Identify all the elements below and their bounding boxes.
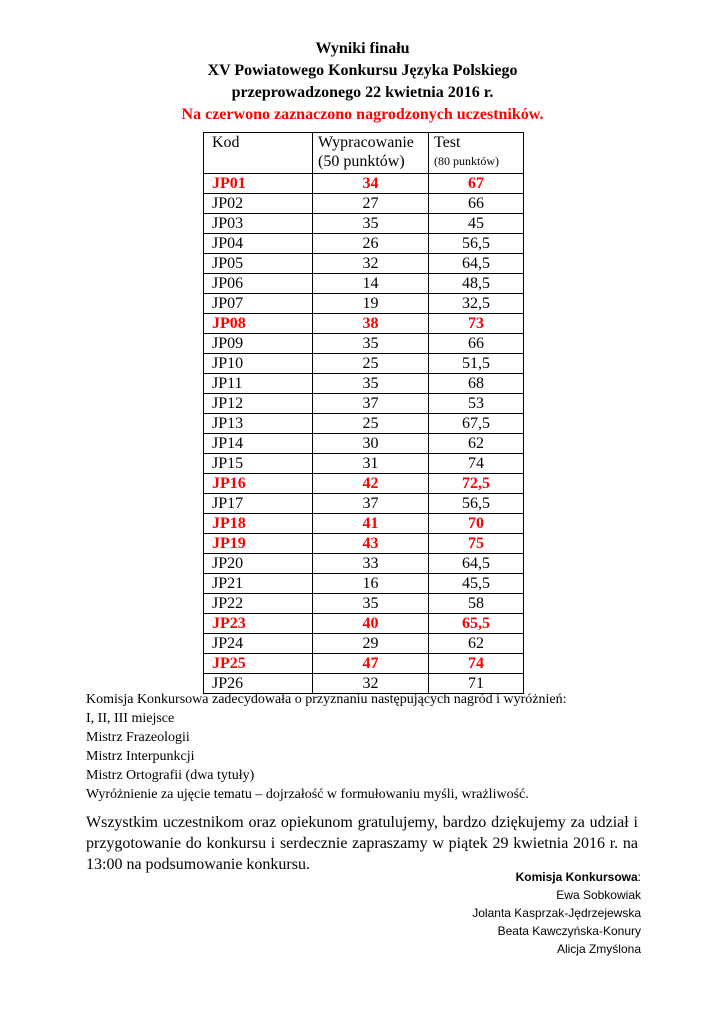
cell-essay: 38 [313, 314, 429, 334]
cell-essay: 34 [313, 174, 429, 194]
table-row [204, 594, 524, 614]
notes-line: Komisja Konkursowa zadecydowała o przyznaniu następujących nagród i wyróżnień: [86, 692, 567, 707]
table-row [204, 374, 524, 394]
cell-essay: 42 [313, 474, 429, 494]
cell-test: 58 [429, 594, 524, 614]
cell-code: JP02 [204, 194, 313, 214]
cell-test: 64,5 [429, 254, 524, 274]
table-row [204, 174, 524, 194]
cell-essay: 29 [313, 634, 429, 654]
cell-test: 65,5 [429, 614, 524, 634]
cell-essay: 32 [313, 674, 429, 694]
cell-code: JP01 [204, 174, 313, 194]
cell-essay: 35 [313, 214, 429, 234]
table-row [204, 454, 524, 474]
cell-test: 56,5 [429, 494, 524, 514]
cell-essay: 33 [313, 554, 429, 574]
cell-code: JP20 [204, 554, 313, 574]
table-row [204, 394, 524, 414]
cell-test: 45,5 [429, 574, 524, 594]
header-legend: Na czerwono zaznaczono nagrodzonych uczestników. [181, 106, 544, 123]
table-body [204, 174, 524, 694]
cell-test: 74 [429, 654, 524, 674]
cell-code: JP15 [204, 454, 313, 474]
cell-code: JP10 [204, 354, 313, 374]
cell-code: JP21 [204, 574, 313, 594]
cell-code: JP14 [204, 434, 313, 454]
cell-code: JP04 [204, 234, 313, 254]
cell-code: JP11 [204, 374, 313, 394]
committee-member: Jolanta Kasprzak-Jędrzejewska [472, 906, 641, 920]
cell-test: 72,5 [429, 474, 524, 494]
cell-essay: 16 [313, 574, 429, 594]
column-header-essay-points: (50 punktów) [318, 153, 405, 170]
cell-essay: 35 [313, 334, 429, 354]
cell-code: JP16 [204, 474, 313, 494]
cell-code: JP17 [204, 494, 313, 514]
cell-essay: 35 [313, 594, 429, 614]
header-contest-name: XV Powiatowego Konkursu Języka Polskiego [207, 62, 518, 79]
table-row [204, 254, 524, 274]
table-row [204, 414, 524, 434]
document-header [0, 38, 725, 126]
column-header-test-title: Test [434, 134, 461, 151]
notes-line: Wyróżnienie za ujęcie tematu – dojrzałość w formułowaniu myśli, wrażliwość. [86, 787, 529, 802]
results-table [203, 132, 524, 694]
cell-code: JP05 [204, 254, 313, 274]
table-row [204, 234, 524, 254]
cell-test: 75 [429, 534, 524, 554]
committee-member: Alicja Zmyślona [556, 942, 641, 956]
cell-code: JP13 [204, 414, 313, 434]
thanks-paragraph: Wszystkim uczestnikom oraz opiekunom gratulujemy, bardzo dziękujemy za udział i przygotowanie do konkursu i serdecznie zapraszamy w piątek 29 kwietnia 2016 r. na 13:00 na podsumowanie konkursu. [86, 814, 638, 873]
cell-test: 51,5 [429, 354, 524, 374]
notes-line: I, II, III miejsce [86, 711, 175, 726]
table-row [204, 534, 524, 554]
cell-test: 74 [429, 454, 524, 474]
cell-essay: 31 [313, 454, 429, 474]
cell-code: JP24 [204, 634, 313, 654]
committee-member: Ewa Sobkowiak [556, 888, 641, 902]
cell-essay: 37 [313, 394, 429, 414]
cell-essay: 43 [313, 534, 429, 554]
cell-test: 67,5 [429, 414, 524, 434]
cell-code: JP09 [204, 334, 313, 354]
awards-notes [86, 690, 567, 804]
cell-essay: 30 [313, 434, 429, 454]
table-row [204, 614, 524, 634]
notes-line: Mistrz Ortografii (dwa tytuły) [86, 768, 255, 783]
cell-essay: 35 [313, 374, 429, 394]
cell-test: 32,5 [429, 294, 524, 314]
cell-essay: 27 [313, 194, 429, 214]
notes-line: Mistrz Frazeologii [86, 730, 190, 745]
cell-test: 73 [429, 314, 524, 334]
column-header-essay-title: Wypracowanie [318, 134, 414, 151]
table-header-row [204, 133, 524, 174]
cell-test: 56,5 [429, 234, 524, 254]
cell-essay: 47 [313, 654, 429, 674]
table-row [204, 634, 524, 654]
table-row [204, 574, 524, 594]
notes-line: Mistrz Interpunkcji [86, 749, 195, 764]
column-header-code: Kod [204, 133, 313, 174]
table-row [204, 474, 524, 494]
cell-test: 45 [429, 214, 524, 234]
cell-code: JP26 [204, 674, 313, 694]
table-row [204, 514, 524, 534]
cell-code: JP12 [204, 394, 313, 414]
cell-essay: 32 [313, 254, 429, 274]
table-row [204, 354, 524, 374]
cell-code: JP07 [204, 294, 313, 314]
cell-test: 53 [429, 394, 524, 414]
table-row [204, 294, 524, 314]
cell-test: 48,5 [429, 274, 524, 294]
cell-test: 66 [429, 334, 524, 354]
cell-test: 62 [429, 434, 524, 454]
cell-test: 64,5 [429, 554, 524, 574]
committee-title: Komisja Konkursowa [515, 870, 638, 884]
cell-test: 71 [429, 674, 524, 694]
cell-test: 66 [429, 194, 524, 214]
cell-essay: 25 [313, 414, 429, 434]
column-header-essay [313, 133, 429, 174]
cell-essay: 19 [313, 294, 429, 314]
committee-signature: Komisja Konkursowa: Ewa Sobkowiak Jolanta Kasprzak-Jędrzejewska Beata Kawczyńska-Konury Alicja Zmyślona [472, 870, 641, 956]
cell-essay: 40 [313, 614, 429, 634]
committee-member: Beata Kawczyńska-Konury [497, 924, 641, 938]
column-header-test [429, 133, 524, 174]
table-row [204, 194, 524, 214]
cell-code: JP22 [204, 594, 313, 614]
cell-test: 70 [429, 514, 524, 534]
cell-code: JP06 [204, 274, 313, 294]
table-row [204, 214, 524, 234]
cell-test: 67 [429, 174, 524, 194]
cell-essay: 37 [313, 494, 429, 514]
column-header-test-points: (80 punktów) [434, 154, 499, 168]
table-row [204, 494, 524, 514]
table-row [204, 434, 524, 454]
header-date: przeprowadzonego 22 kwietnia 2016 r. [231, 84, 494, 101]
cell-code: JP03 [204, 214, 313, 234]
cell-code: JP18 [204, 514, 313, 534]
table-row [204, 334, 524, 354]
table-row [204, 654, 524, 674]
cell-code: JP19 [204, 534, 313, 554]
cell-code: JP23 [204, 614, 313, 634]
cell-test: 68 [429, 374, 524, 394]
header-title: Wyniki finału [315, 40, 410, 57]
cell-test: 62 [429, 634, 524, 654]
cell-essay: 26 [313, 234, 429, 254]
table-row [204, 274, 524, 294]
cell-essay: 41 [313, 514, 429, 534]
cell-essay: 14 [313, 274, 429, 294]
table-row [204, 314, 524, 334]
cell-code: JP08 [204, 314, 313, 334]
cell-essay: 25 [313, 354, 429, 374]
table-row [204, 554, 524, 574]
cell-code: JP25 [204, 654, 313, 674]
